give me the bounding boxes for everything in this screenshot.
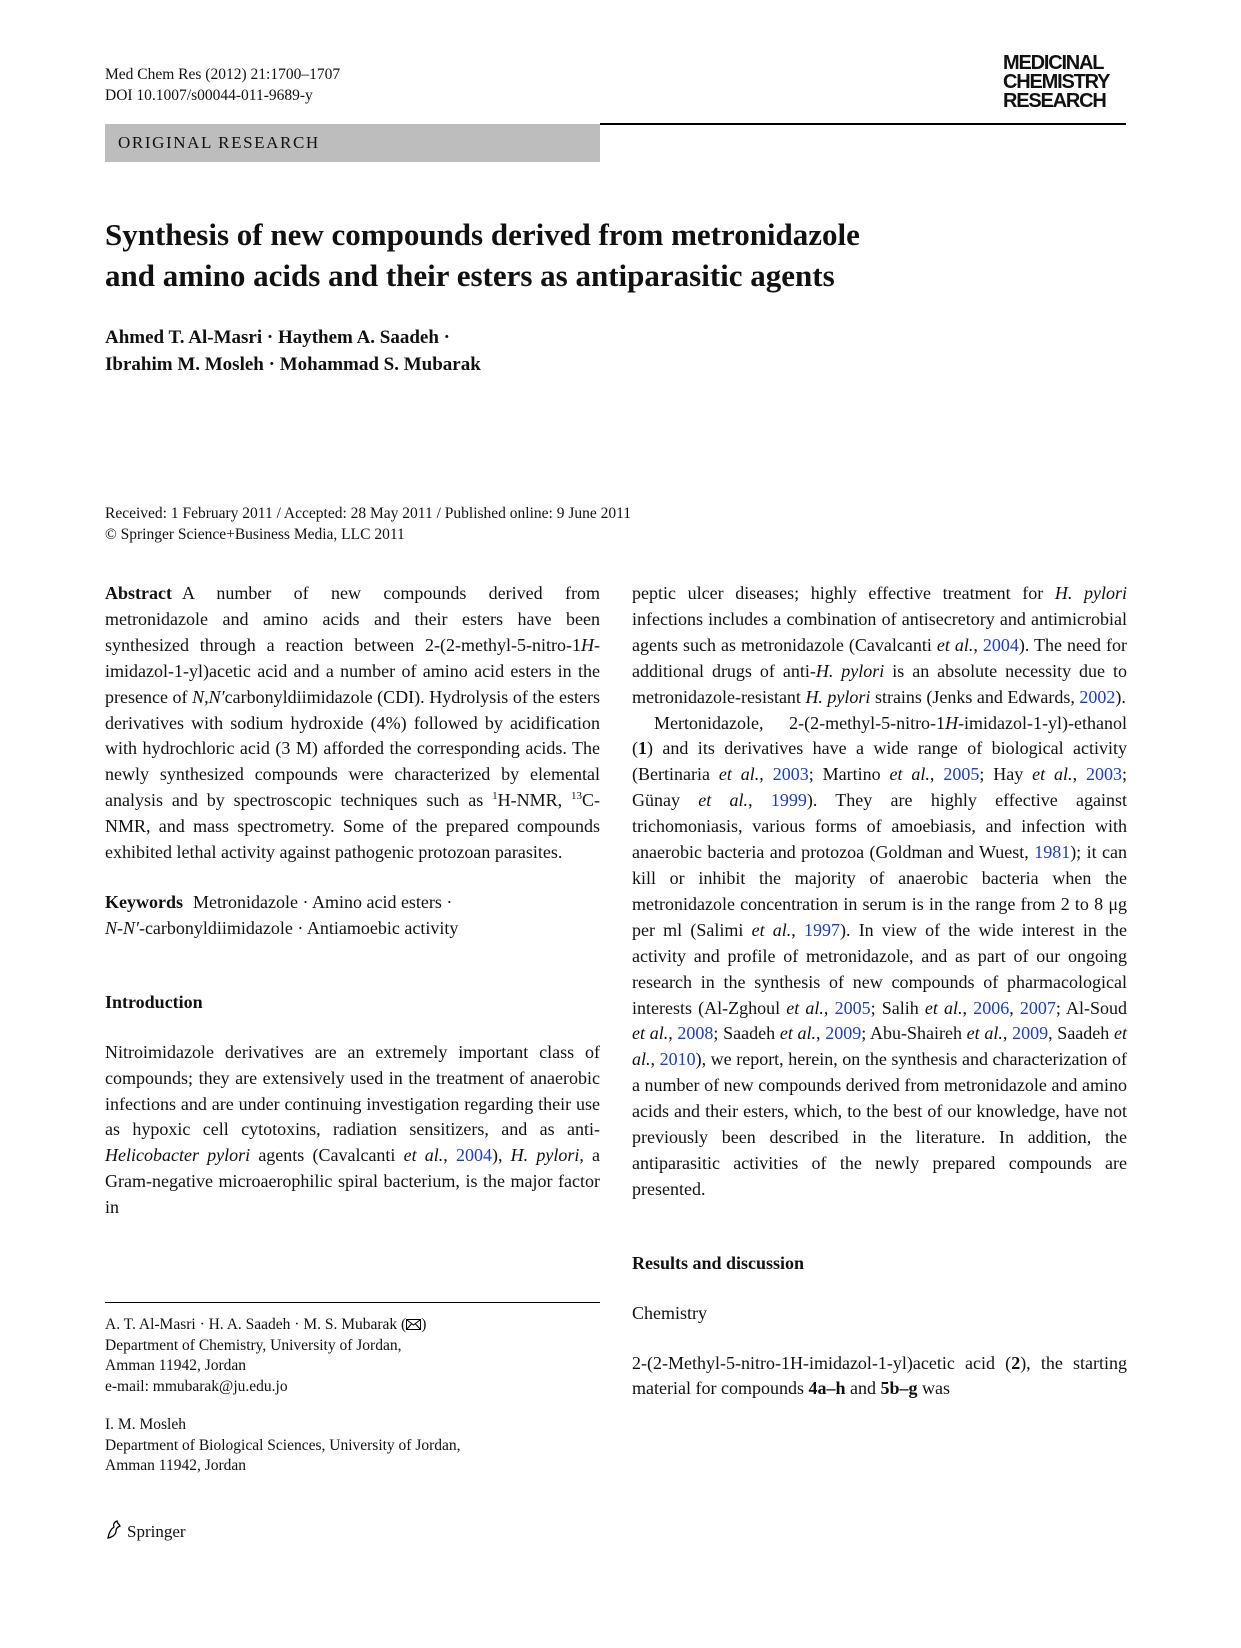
keywords-label: Keywords <box>105 891 183 912</box>
section-banner: ORIGINAL RESEARCH <box>105 124 600 162</box>
article-history <box>105 503 631 545</box>
footnote-rule <box>105 1302 600 1303</box>
citation-link[interactable]: 2003 <box>1085 764 1122 785</box>
doi[interactable]: DOI 10.1007/s00044-011-9689-y <box>105 87 313 104</box>
author-list: Ahmed T. Al-Masri · Haythem A. Saadeh · Ibrahim M. Mosleh · Mohammad S. Mubarak <box>105 327 481 375</box>
citation-link[interactable]: 2006 <box>973 997 1010 1018</box>
citation-link[interactable]: 2003 <box>772 764 809 785</box>
citation-link[interactable]: 2005 <box>943 764 980 785</box>
citation-link[interactable]: 2009 <box>825 1023 862 1044</box>
received-accepted-dates: Received: 1 February 2011 / Accepted: 28 May 2011 / Published online: 9 June 2011 <box>105 505 632 522</box>
journal-logo: MEDICINAL CHEMISTRY RESEARCH <box>1003 52 1110 112</box>
citation-link[interactable]: 2010 <box>659 1049 696 1070</box>
citation-link[interactable]: 1999 <box>770 790 807 811</box>
citation-link[interactable]: 2002 <box>1079 686 1116 707</box>
citation-link[interactable]: 2009 <box>1012 1023 1049 1044</box>
affiliation-1: A. T. Al-Masri · H. A. Saadeh · M. S. Mubarak ( ) Department of Chemistry, University of Jordan, Amman 11942, Jordan e-mail: mmubarak@ju.edu.jo <box>105 1315 426 1397</box>
email-link[interactable]: e-mail: mmubarak@ju.edu.jo <box>105 1377 288 1395</box>
citation-link[interactable]: 2004 <box>982 634 1019 655</box>
citation-link[interactable]: 2004 <box>455 1145 492 1166</box>
springer-horse-icon <box>105 1520 123 1540</box>
citation-link[interactable]: 2007 <box>1019 997 1056 1018</box>
header-rule <box>600 123 1126 125</box>
copyright: © Springer Science+Business Media, LLC 2011 <box>105 526 405 543</box>
envelope-icon <box>406 1319 421 1330</box>
right-column <box>632 581 1127 1402</box>
chemistry-subheading: Chemistry <box>632 1302 707 1323</box>
article-title: Synthesis of new compounds derived from metronidazole and amino acids and their esters as antiparasitic agents <box>105 217 860 293</box>
citation-link[interactable]: 1997 <box>804 919 840 940</box>
keywords: Keywords Metronidazole · Amino acid esters · N-N′-carbonyldiimidazole · Antiamoebic activity <box>105 891 459 938</box>
citation-link[interactable]: 1981 <box>1034 842 1071 863</box>
journal-ref: Med Chem Res (2012) 21:1700–1707 <box>105 66 341 83</box>
results-heading: Results and discussion <box>632 1252 805 1273</box>
citation-link[interactable]: 2008 <box>677 1023 714 1044</box>
left-column <box>105 581 600 1221</box>
introduction-heading: Introduction <box>105 991 203 1012</box>
introduction-paragraph: Nitroimidazole derivatives are an extremely important class of compounds; they are extensively used in the treatment of anaerobic infections and are under continuing investigation regarding their use as hypoxic cell cytotoxins, radiation sensitizers, and as anti-Helicobacter pylori agents (Cavalcanti et al., 2004), H. pylori, a Gram-negative microaerophilic spiral bacterium, is the major factor in <box>105 1041 600 1218</box>
abstract-label: Abstract <box>105 583 172 603</box>
introduction-paragraph-2: Mertonidazole, 2-(2-methyl-5-nitro-1H-imidazol-1-yl)-ethanol (1) and its derivatives have a wide range of biological activity (Bertinaria et al., 2003; Martino et al., 2005; Hay et al., 2003; Günay et al., 1999). They are highly effective against trichomoniasis, various forms of amoebiasis, and infection with anaerobic bacteria and protozoa (Goldman and Wuest, 1981); it can kill or inhibit the majority of anaerobic bacteria when the metronidazole concentration in serum is in the range from 2 to 8 μg per ml (Salimi et al., 1997). In view of the wide interest in the activity and profile of metronidazole, and as part of our ongoing research in the synthesis of new compounds of pharmacological interests (Al-Zghoul et al., 2005; Salih et al., 2006, 2007; Al-Soud et al., 2008; Saadeh et al., 2009; Abu-Shaireh et al., 2009, Saadeh et al., 2010), we report, herein, on the synthesis and characterization of a number of new compounds derived from metronidazole and amino acids and their esters, which, to the best of our knowledge, have not previously been described in the literature. In addition, the antiparasitic activities of the newly prepared compounds are presented. <box>632 712 1128 1199</box>
abstract: Abstract A number of new compounds derived from metronidazole and amino acids and their esters have been synthesized through a reaction between 2-(2-methyl-5-nitro-1H-imidazol-1-yl)acetic acid and a number of amino acid esters in the presence of N,N′carbonyldiimidazole (CDI). Hydrolysis of the esters derivatives with sodium hydroxide (4%) followed by acidification with hydrochloric acid (3 M) afforded the corresponding acids. The newly synthesized compounds were characterized by elemental analysis and by spectroscopic techniques such as $^1$H-NMR, $^{13}$C-NMR, and mass spectrometry. Some of the prepared compounds exhibited lethal activity against pathogenic protozoan parasites. <box>105 583 601 863</box>
introduction-paragraph-cont: peptic ulcer diseases; highly effective treatment for H. pylori infections includes a combination of antisecretory and antimicrobial agents such as metronidazole (Cavalcanti et al., 2004). The need for additional drugs of anti-H. pylori is an absolute necessity due to metronidazole-resistant H. pylori strains (Jenks and Edwards, 2002). <box>632 583 1128 707</box>
publisher-footer: Springer <box>105 1520 186 1543</box>
affiliation-2: I. M. Mosleh Department of Biological Sciences, University of Jordan, Amman 11942, Jordan <box>105 1416 461 1474</box>
chemistry-paragraph: 2-(2-Methyl-5-nitro-1H-imidazol-1-yl)acetic acid (2), the starting material for compounds 4a–h and 5b–g was <box>632 1352 1127 1399</box>
citation-link[interactable]: 2005 <box>834 997 871 1018</box>
journal-citation <box>105 64 340 106</box>
